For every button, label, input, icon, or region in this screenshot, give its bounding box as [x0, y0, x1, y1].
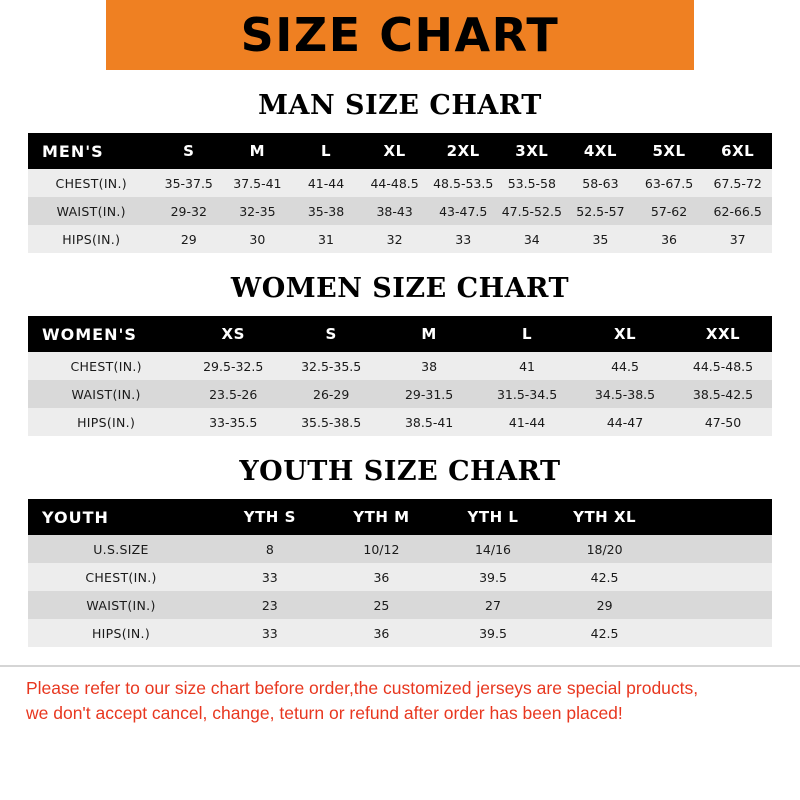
table-cell: 23 — [214, 591, 326, 619]
footer-line-1: Please refer to our size chart before order,the customized jerseys are special products, — [26, 678, 699, 698]
table-cell: 33 — [429, 225, 498, 253]
table-cell: 37 — [703, 225, 772, 253]
column-header: XL — [576, 316, 674, 352]
table-cell: 29 — [549, 591, 661, 619]
table-cell: 62-66.5 — [703, 197, 772, 225]
table-cell: 44.5 — [576, 352, 674, 380]
table-cell: 47-50 — [674, 408, 772, 436]
column-header: M — [380, 316, 478, 352]
table-cell: 32 — [360, 225, 429, 253]
men-section-title: MAN SIZE CHART — [258, 90, 542, 121]
table-cell: 44-48.5 — [360, 169, 429, 197]
table-cell: 31 — [292, 225, 361, 253]
table-row — [28, 169, 772, 197]
table-row — [28, 563, 772, 591]
youth-section-title: YOUTH SIZE CHART — [239, 456, 561, 487]
men-section — [0, 90, 800, 253]
table-cell: 30 — [223, 225, 292, 253]
table-cell: 32.5-35.5 — [282, 352, 380, 380]
women-section — [0, 273, 800, 436]
row-header: HIPS(IN.) — [28, 225, 154, 253]
column-header: 6XL — [703, 133, 772, 169]
table-header-row — [28, 133, 772, 169]
table-cell: 35-38 — [292, 197, 361, 225]
table-cell: 37.5-41 — [223, 169, 292, 197]
table-cell: 44.5-48.5 — [674, 352, 772, 380]
table-cell: 47.5-52.5 — [498, 197, 567, 225]
column-header: YTH S — [214, 499, 326, 535]
column-header: XS — [184, 316, 282, 352]
column-header: L — [478, 316, 576, 352]
column-header: YTH M — [326, 499, 438, 535]
table-cell: 35.5-38.5 — [282, 408, 380, 436]
table-cell: 41-44 — [478, 408, 576, 436]
table-cell: 14/16 — [437, 535, 549, 563]
table-cell: 42.5 — [549, 563, 661, 591]
table-row — [28, 225, 772, 253]
women-size-table — [28, 316, 772, 436]
footer-line-2: we don't accept cancel, change, teturn or refund after order has been placed! — [26, 703, 623, 724]
table-cell: 41-44 — [292, 169, 361, 197]
column-header: S — [282, 316, 380, 352]
header-banner — [0, 0, 800, 70]
table-row — [28, 591, 772, 619]
table-cell: 41 — [478, 352, 576, 380]
table-cell: 63-67.5 — [635, 169, 704, 197]
table-row — [28, 408, 772, 436]
column-header: WOMEN'S — [28, 316, 184, 352]
women-section-title: WOMEN SIZE CHART — [230, 273, 570, 304]
table-cell: 29 — [154, 225, 223, 253]
table-cell — [660, 619, 772, 647]
column-header: XL — [360, 133, 429, 169]
footer-note — [0, 665, 800, 727]
table-row — [28, 535, 772, 563]
table-cell: 67.5-72 — [703, 169, 772, 197]
table-cell: 53.5-58 — [498, 169, 567, 197]
column-header: S — [154, 133, 223, 169]
column-header: 3XL — [498, 133, 567, 169]
page-title: SIZE CHART — [240, 8, 560, 62]
table-cell: 33 — [214, 563, 326, 591]
table-cell: 52.5-57 — [566, 197, 635, 225]
column-header: 2XL — [429, 133, 498, 169]
column-header: L — [292, 133, 361, 169]
row-header: WAIST(IN.) — [28, 380, 184, 408]
table-cell — [660, 535, 772, 563]
row-header: U.S.SIZE — [28, 535, 214, 563]
row-header: CHEST(IN.) — [28, 563, 214, 591]
table-cell: 48.5-53.5 — [429, 169, 498, 197]
row-header: HIPS(IN.) — [28, 408, 184, 436]
table-cell: 34.5-38.5 — [576, 380, 674, 408]
table-cell: 29.5-32.5 — [184, 352, 282, 380]
table-cell: 18/20 — [549, 535, 661, 563]
table-cell: 31.5-34.5 — [478, 380, 576, 408]
column-header: 5XL — [635, 133, 704, 169]
column-header: 4XL — [566, 133, 635, 169]
row-header: CHEST(IN.) — [28, 352, 184, 380]
row-header: WAIST(IN.) — [28, 591, 214, 619]
table-cell: 36 — [326, 563, 438, 591]
row-header: CHEST(IN.) — [28, 169, 154, 197]
table-cell: 58-63 — [566, 169, 635, 197]
table-cell — [660, 591, 772, 619]
table-cell: 36 — [635, 225, 704, 253]
column-header: XXL — [674, 316, 772, 352]
table-cell: 35 — [566, 225, 635, 253]
row-header: WAIST(IN.) — [28, 197, 154, 225]
table-cell: 34 — [498, 225, 567, 253]
table-row — [28, 619, 772, 647]
table-cell: 36 — [326, 619, 438, 647]
table-cell: 29-32 — [154, 197, 223, 225]
table-cell: 26-29 — [282, 380, 380, 408]
table-cell: 8 — [214, 535, 326, 563]
table-cell: 38-43 — [360, 197, 429, 225]
table-header-row — [28, 316, 772, 352]
table-header-row — [28, 499, 772, 535]
table-row — [28, 352, 772, 380]
table-cell: 32-35 — [223, 197, 292, 225]
table-cell: 33-35.5 — [184, 408, 282, 436]
column-header: M — [223, 133, 292, 169]
table-row — [28, 197, 772, 225]
table-cell: 10/12 — [326, 535, 438, 563]
table-cell: 57-62 — [635, 197, 704, 225]
table-row — [28, 380, 772, 408]
column-header: YTH XL — [549, 499, 661, 535]
table-cell: 23.5-26 — [184, 380, 282, 408]
table-cell: 38.5-42.5 — [674, 380, 772, 408]
table-cell — [660, 563, 772, 591]
youth-section — [0, 456, 800, 647]
table-cell: 43-47.5 — [429, 197, 498, 225]
men-size-table — [28, 133, 772, 253]
column-header — [660, 499, 772, 535]
row-header: HIPS(IN.) — [28, 619, 214, 647]
table-cell: 27 — [437, 591, 549, 619]
table-cell: 29-31.5 — [380, 380, 478, 408]
youth-size-table — [28, 499, 772, 647]
table-cell: 39.5 — [437, 619, 549, 647]
table-cell: 44-47 — [576, 408, 674, 436]
table-cell: 33 — [214, 619, 326, 647]
column-header: YTH L — [437, 499, 549, 535]
column-header: YOUTH — [28, 499, 214, 535]
column-header: MEN'S — [28, 133, 154, 169]
table-cell: 39.5 — [437, 563, 549, 591]
table-cell: 42.5 — [549, 619, 661, 647]
table-cell: 38 — [380, 352, 478, 380]
table-cell: 25 — [326, 591, 438, 619]
table-cell: 35-37.5 — [154, 169, 223, 197]
table-cell: 38.5-41 — [380, 408, 478, 436]
